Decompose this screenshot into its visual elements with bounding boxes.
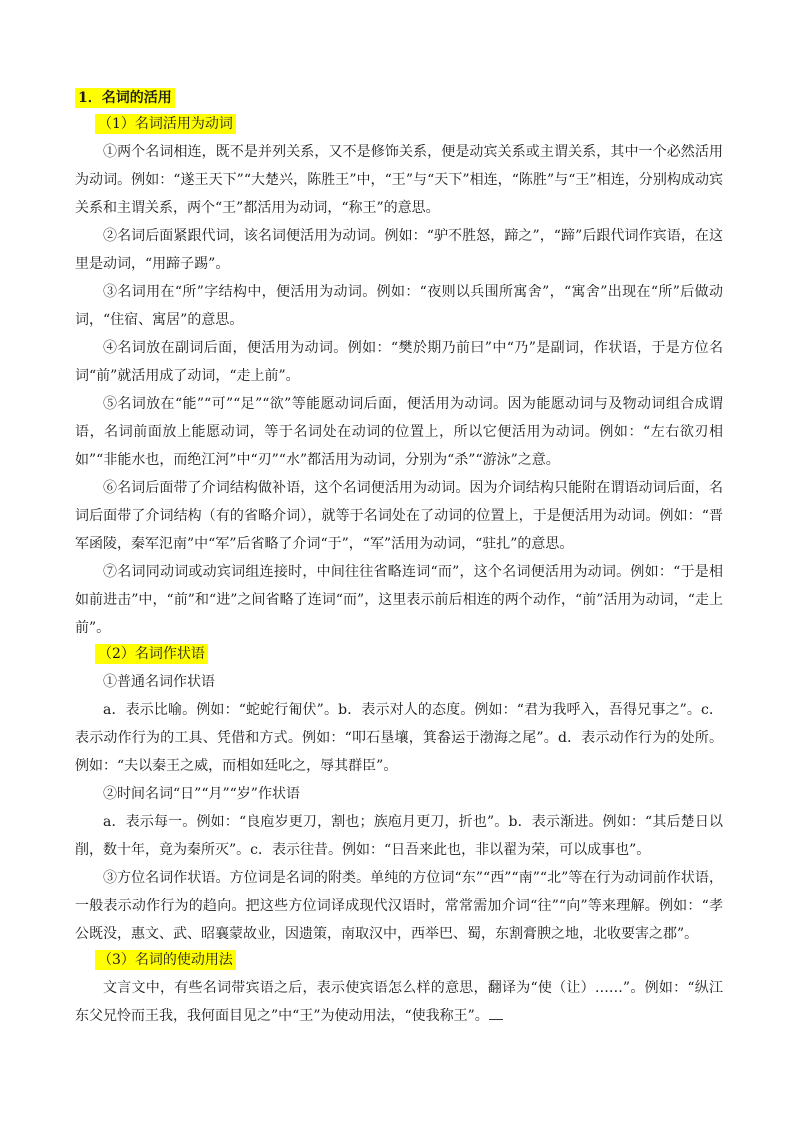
subsection-title-2: （2）名词作状语 — [95, 644, 723, 664]
paragraph: ④名词放在副词后面，便活用为动词。例如：“樊於期乃前曰”中“乃”是副词，作状语，于是方位名词“前”就活用成了动词，“走上前”。 — [75, 340, 723, 384]
paragraph: ③方位名词作状语。方位词是名词的附类。单纯的方位词“东”“西”“南”“北”等在行为动词前作状语，一般表示动作行为的趋向。把这些方位词译成现代汉语时，常常需加介词“往”“向”等来理解。例如：“孝公既没，惠文、武、昭襄蒙故业，因遗策，南取汉中，西举巴、蜀，东割膏腴之地，北收要害之郡”。 — [75, 870, 723, 942]
paragraph: ②时间名词“日”“月”“岁”作状语 — [103, 786, 300, 802]
paragraph: ⑥名词后面带了介词结构做补语，这个名词便活用为动词。因为介词结构只能附在谓语动词后面，名词后面带了介词结构（有的省略介词），就等于名词处在了动词的位置上，于是便活用为动词。例如：“晋军函陵，秦军氾南”中“军”后省略了介词“于”，“军”活用为动词，“驻扎”的意思。 — [75, 480, 723, 552]
section-heading — [75, 88, 723, 108]
paragraph: ⑤名词放在“能”“可”“足”“欲”等能愿动词后面，便活用为动词。因为能愿动词与及物动词组合成谓语，名词前面放上能愿动词，等于名词处在动词的位置上，所以它便活用为动词。例如：“左右欲刃相如”“非能水也，而绝江河”中“刃”“水”都活用为动词，分别为“杀”“游泳”之意。 — [75, 396, 723, 468]
heading-highlight: 1．名词的活用 — [75, 88, 175, 108]
paragraph: ①普通名词作状语 — [103, 674, 215, 690]
paragraph: ⑦名词同动词或动宾词组连接时，中间往往省略连词“而”，这个名词便活用为动词。例如：“于是相如前进击”中，“前”和“进”之间省略了连词“而”，这里表示前后相连的两个动作，“前”活用为动词，“走上前”。 — [75, 564, 723, 636]
end-mark — [489, 1009, 503, 1020]
paragraph: a．表示每一。例如：“良庖岁更刀，割也；族庖月更刀，折也”。b．表示渐进。例如：“其后楚日以削，数十年，竟为秦所灭”。c．表示往昔。例如：“日吾来此也，非以翟为荣，可以成事也”。 — [75, 814, 723, 858]
document-page — [75, 88, 723, 1030]
subsection-title-3: （3）名词的使动用法 — [95, 950, 723, 970]
subsection-title-1: （1）名词活用为动词 — [95, 114, 723, 134]
paragraph: ③名词用在“所”字结构中，便活用为动词。例如：“夜则以兵围所寓舍”，“寓舍”出现在“所”后做动词，“住宿、寓居”的意思。 — [75, 284, 723, 328]
paragraph: ①两个名词相连，既不是并列关系，又不是修饰关系，便是动宾关系或主谓关系，其中一个必然活用为动词。例如：“遂王天下”“大楚兴，陈胜王”中，“王”与“天下”相连，“陈胜”与“王”相连，分别构成动宾关系和主谓关系，两个“王”都活用为动词，“称王”的意思。 — [75, 144, 723, 216]
paragraph: 文言文中，有些名词带宾语之后，表示使宾语怎么样的意思，翻译为“使（让）……”。例如：“纵江东父兄怜而王我，我何面目见之”中“王”为使动用法，“使我称王”。 — [75, 980, 723, 1024]
paragraph: ②名词后面紧跟代词，该名词便活用为动词。例如：“驴不胜怒，蹄之”，“蹄”后跟代词作宾语，在这里是动词，“用蹄子踢”。 — [75, 228, 723, 272]
paragraph: a．表示比喻。例如：“蛇蛇行匍伏”。b．表示对人的态度。例如：“君为我呼入，吾得兄事之”。c．表示动作行为的工具、凭借和方式。例如：“叩石垦壤，箕畚运于渤海之尾”。d．表示动作行为的处所。例如：“夫以秦王之威，而相如廷叱之，辱其群臣”。 — [75, 702, 723, 774]
